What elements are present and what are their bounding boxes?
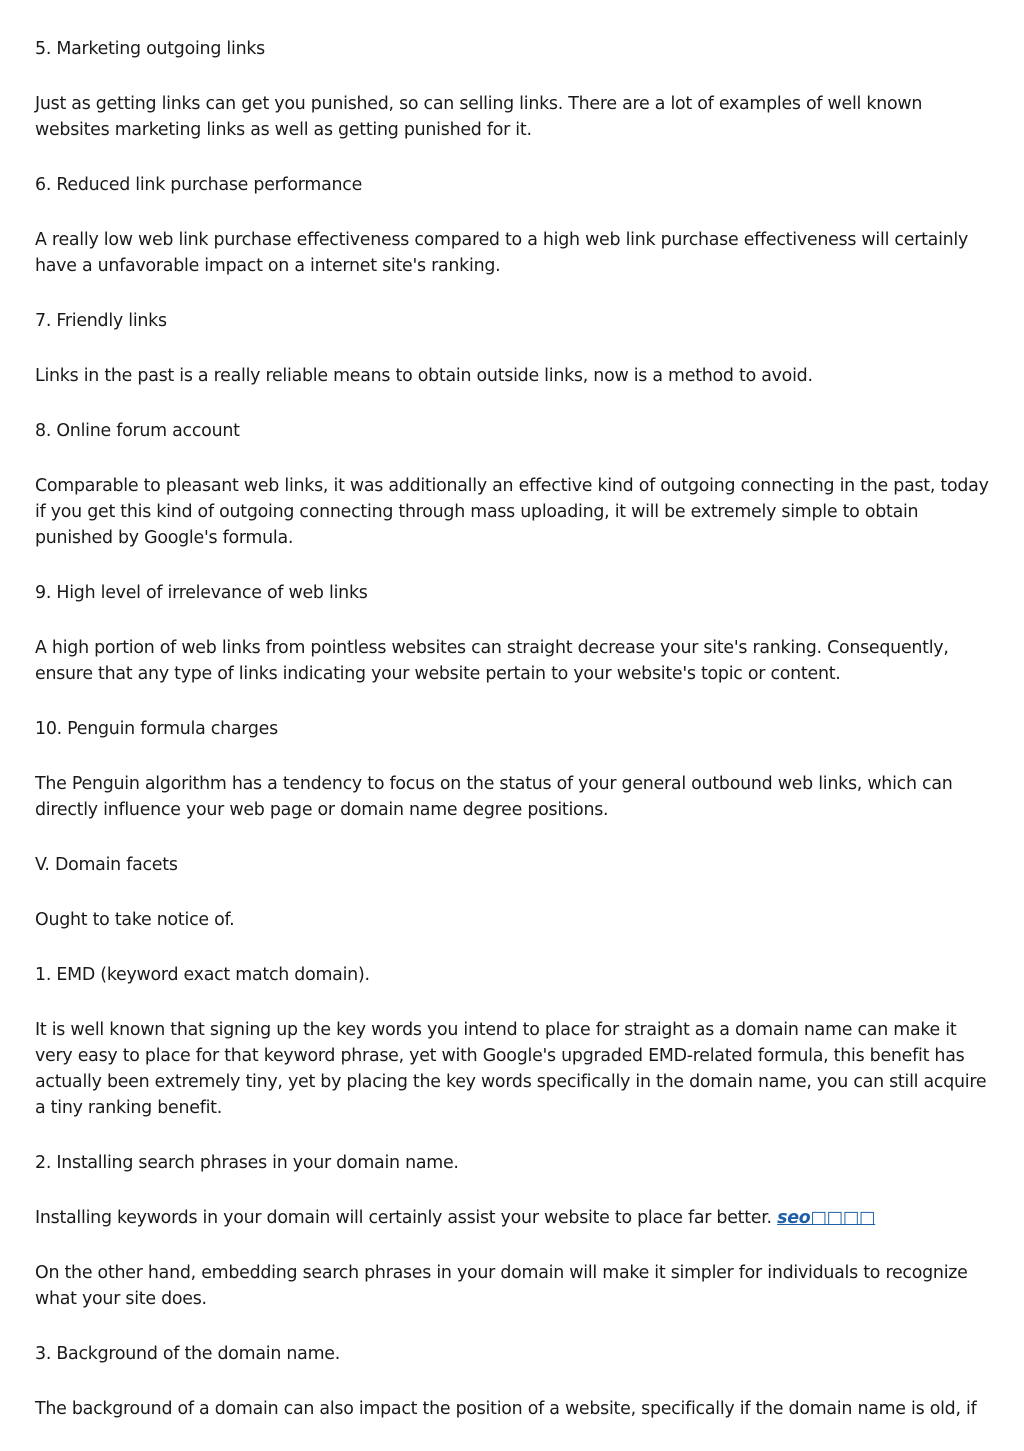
paragraph-embedding-search-phrases: On the other hand, embedding search phrases in your domain will make it simpler for individuals to recognize what your site does.: [35, 1263, 968, 1309]
heading-friendly-links: 7. Friendly links: [35, 311, 167, 331]
paragraph-take-notice: Ought to take notice of.: [35, 910, 235, 930]
heading-installing-search-phrases: 2. Installing search phrases in your domain name.: [35, 1153, 459, 1173]
heading-marketing-outgoing-links: 5. Marketing outgoing links: [35, 39, 265, 59]
paragraph-forum-links: Comparable to pleasant web links, it was additionally an effective kind of outgoing connecting in the past, today if you get this kind of outgoing connecting through mass uploading, it will be extremely simple to obtain punished by Google's formula.: [35, 476, 989, 548]
paragraph-selling-links: Just as getting links can get you punished, so can selling links. There are a lot of examples of well known websites marketing links as well as getting punished for it.: [35, 94, 923, 140]
heading-online-forum-account: 8. Online forum account: [35, 421, 240, 441]
paragraph-installing-keywords-text: Installing keywords in your domain will certainly assist your website to place far better.: [35, 1208, 772, 1228]
document-page: [35, 36, 993, 1451]
heading-background-of-domain: 3. Background of the domain name.: [35, 1344, 341, 1364]
heading-irrelevance-of-links: 9. High level of irrelevance of web links: [35, 583, 368, 603]
heading-emd: 1. EMD (keyword exact match domain).: [35, 965, 370, 985]
paragraph-installing-keywords: [35, 1205, 993, 1231]
seo-link[interactable]: seo□□□□: [777, 1208, 876, 1228]
paragraph-pointless-websites: A high portion of web links from pointless websites can straight decrease your site's ranking. Consequently, ensure that any type of links indicating your website pertain to your website's topic or content.: [35, 638, 949, 684]
heading-reduced-link-purchase: 6. Reduced link purchase performance: [35, 175, 363, 195]
paragraph-domain-background: The background of a domain can also impact the position of a website, specifically if the domain name is old, if: [35, 1399, 977, 1419]
paragraph-friendly-links: Links in the past is a really reliable means to obtain outside links, now is a method to avoid.: [35, 366, 813, 386]
heading-domain-facets: V. Domain facets: [35, 855, 178, 875]
paragraph-emd-benefit: It is well known that signing up the key words you intend to place for straight as a domain name can make it very easy to place for that keyword phrase, yet with Google's upgraded EMD-related formula, this benefit has actually been extremely tiny, yet by placing the key words specifically in the domain name, you can still acquire a tiny ranking benefit.: [35, 1020, 987, 1118]
paragraph-penguin-algorithm: The Penguin algorithm has a tendency to focus on the status of your general outbound web links, which can directly influence your web page or domain name degree positions.: [35, 774, 953, 820]
paragraph-link-purchase-effectiveness: A really low web link purchase effectiveness compared to a high web link purchase effectiveness will certainly have a unfavorable impact on a internet site's ranking.: [35, 230, 969, 276]
heading-penguin-formula: 10. Penguin formula charges: [35, 719, 278, 739]
